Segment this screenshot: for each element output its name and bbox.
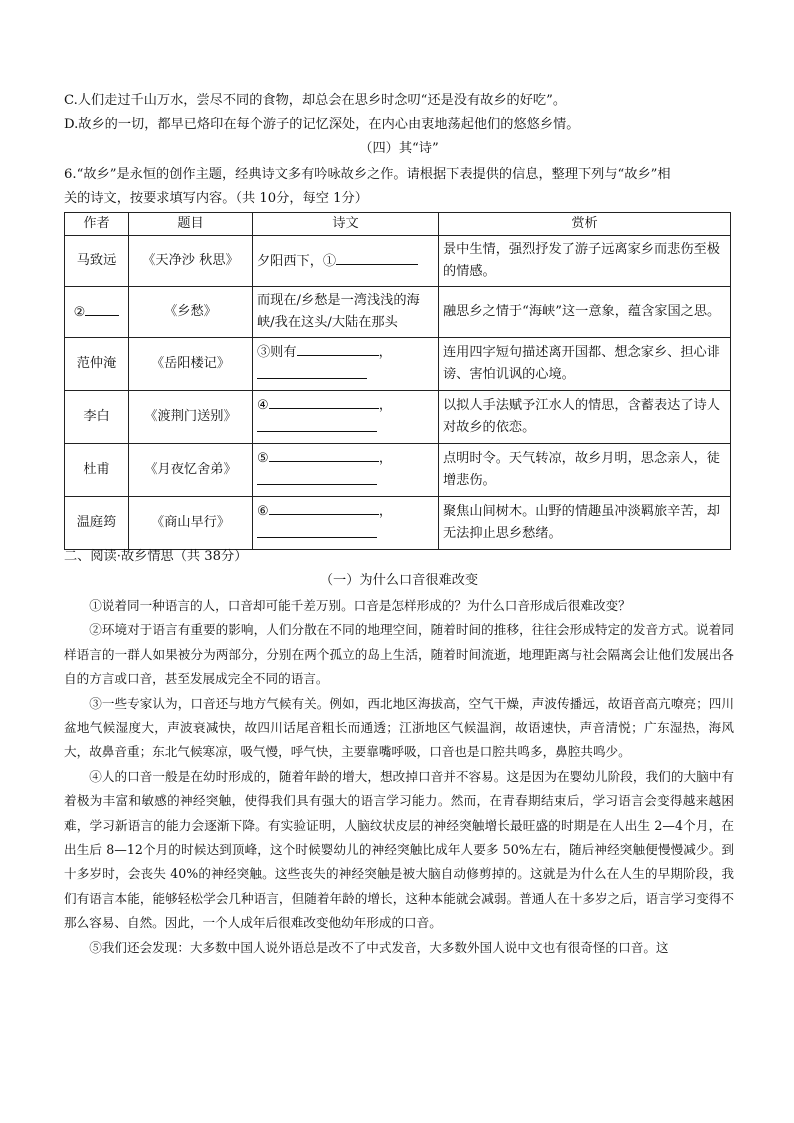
article-title: （一）为什么口音很难改变 — [319, 573, 479, 588]
question-6-line1: 6.“故乡”是永恒的创作主题，经典诗文多有吟咏故乡之作。请根据下表提供的信息，整理下列与“故乡”相 — [64, 167, 671, 182]
header-author: 作者 — [65, 213, 129, 236]
table-row — [65, 497, 731, 550]
analysis-cell: 以拟人手法赋予江水人的情思，含蓄表达了诗人对故乡的依恋。 — [439, 391, 731, 444]
answer-blank[interactable] — [257, 523, 377, 538]
author-cell: 马致远 — [65, 236, 129, 287]
poem-cell — [253, 236, 439, 287]
article-body — [64, 594, 734, 960]
answer-blank[interactable] — [257, 364, 367, 379]
answer-blank[interactable] — [257, 470, 377, 485]
option-d: D.故乡的一切，都早已烙印在每个游子的记忆深处，在内心由衷地荡起他们的悠悠乡情。 — [64, 117, 580, 132]
author-cell: 范仲淹 — [65, 338, 129, 391]
poem-cell — [253, 497, 439, 550]
comma: ， — [378, 398, 393, 413]
table-row — [65, 391, 731, 444]
table-row — [65, 338, 731, 391]
answer-blank[interactable] — [269, 500, 379, 515]
poem-text: ⑤ — [257, 451, 269, 466]
poem-text: ④ — [257, 398, 269, 413]
header-poem: 诗文 — [253, 213, 439, 236]
comma: ， — [378, 345, 392, 360]
author-cell: 温庭筠 — [65, 497, 129, 550]
option-c: C.人们走过千山万水，尝尽不同的食物，却总会在思乡时念叨“还是没有故乡的好吃”。 — [64, 93, 567, 108]
analysis-cell: 景中生情，强烈抒发了游子远离家乡而悲伤至极的情感。 — [439, 236, 731, 287]
author-cell: 李白 — [65, 391, 129, 444]
answer-blank[interactable] — [257, 417, 377, 432]
answer-blank[interactable] — [336, 250, 418, 265]
answer-blank[interactable] — [85, 301, 119, 316]
comma: ， — [378, 504, 393, 519]
title-cell: 《岳阳楼记》 — [129, 338, 253, 391]
title-cell: 《天净沙 秋思》 — [129, 236, 253, 287]
answer-blank[interactable] — [269, 447, 379, 462]
author-cell — [65, 287, 129, 338]
part-2-title: 二、阅读·故乡情思（共 38分） — [64, 549, 248, 564]
title-cell: 《商山早行》 — [129, 497, 253, 550]
analysis-cell: 点明时令。天气转凉，故乡月明，思念亲人，徒增悲伤。 — [439, 444, 731, 497]
poem-text: ③则有 — [257, 345, 297, 360]
header-title: 题目 — [129, 213, 253, 236]
section-title: （四）其“诗” — [359, 141, 439, 156]
author-number: ② — [73, 304, 86, 320]
analysis-cell: 聚焦山间树木。山野的情趣虽冲淡羁旅辛苦，却无法抑止思乡愁绪。 — [439, 497, 731, 550]
poem-cell — [253, 391, 439, 444]
title-cell: 《月夜忆舍弟》 — [129, 444, 253, 497]
answer-blank[interactable] — [269, 394, 379, 409]
title-cell: 《乡愁》 — [129, 287, 253, 338]
paragraph: ①说着同一种语言的人，口音却可能千差万别。口音是怎样形成的？为什么口音形成后很难改变？ — [89, 598, 631, 613]
poem-text: 夕阳西下，① — [257, 253, 337, 269]
poems-table — [64, 212, 731, 550]
title-cell: 《渡荆门送别》 — [129, 391, 253, 444]
paragraph: ③一些专家认为，口音还与地方气候有关。例如，西北地区海拔高，空气干燥，声波传播远，故语音高亢嘹亮；四川盆地气候湿度大，声波衰减快，故四川话尾音粗长而通透；江浙地区气候温润，故语速快，声音清悦；广东湿热，海风大，故鼻音重；东北气候寒凉，吸气慢，呼气快，主要靠嘴呼吸，口音也是口腔共鸣多，鼻腔共鸣少。 — [64, 695, 734, 760]
poem-text: ⑥ — [257, 504, 269, 519]
analysis-cell: 融思乡之情于“海峡”这一意象，蕴含家国之思。 — [439, 287, 731, 338]
analysis-cell: 连用四字短句描述离开国都、想念家乡、担心诽谤、害怕讥讽的心境。 — [439, 338, 731, 391]
table-header-row — [65, 213, 731, 236]
table-row — [65, 287, 731, 338]
poem-cell — [253, 338, 439, 391]
table-row — [65, 236, 731, 287]
paragraph: ⑤我们还会发现：大多数中国人说外语总是改不了中式发音，大多数外国人说中文也有很奇怪的口音。这 — [89, 939, 669, 955]
poem-cell: 而现在/乡愁是一湾浅浅的海峡/我在这头/大陆在那头 — [253, 287, 439, 338]
table-row — [65, 444, 731, 497]
author-cell: 杜甫 — [65, 444, 129, 497]
header-analysis: 赏析 — [439, 213, 731, 236]
paragraph: ④人的口音一般是在幼时形成的，随着年龄的增大，想改掉口音并不容易。这是因为在婴幼儿阶段，我们的大脑中有着极为丰富和敏感的神经突触，使得我们具有强大的语言学习能力。然而，在青春期结束后，学习语言会变得越来越困难，学习新语言的能力会逐渐下降。有实验证明，人脑纹状皮层的神经突触增长最旺盛的时期是在人出生 2—4个月，在出生后 8—12个月的时候达到顶峰，这个时候婴幼儿的神经突触比成年人要多 50%左右，随后神经突触便慢慢减少。到十多岁时，会丧失 40%的神经突触。这些丧失的神经突触是被大脑自动修剪掉的。这就是为什么在人生的早期阶段，我们有语言本能，能够轻松学会几种语言，但随着年龄的增长，这种本能就会减弱。普通人在十多岁之后，语言学习变得不那么容易、自然。因此，一个人成年后很难改变他幼年形成的口音。 — [64, 768, 734, 931]
question-6-line2: 关的诗文，按要求填写内容。（共 10分，每空 1分） — [64, 191, 368, 206]
poem-cell — [253, 444, 439, 497]
paragraph: ②环境对于语言有重要的影响，人们分散在不同的地理空间，随着时间的推移，往往会形成特定的发音方式。说着同样语言的一群人如果被分为两部分，分别在两个孤立的岛上生活，随着时间流逝，地理距离与社会隔离会让他们发展出各自的方言或口音，甚至发展成完全不同的语言。 — [64, 622, 734, 687]
answer-blank[interactable] — [297, 341, 379, 356]
comma: ， — [378, 451, 393, 466]
